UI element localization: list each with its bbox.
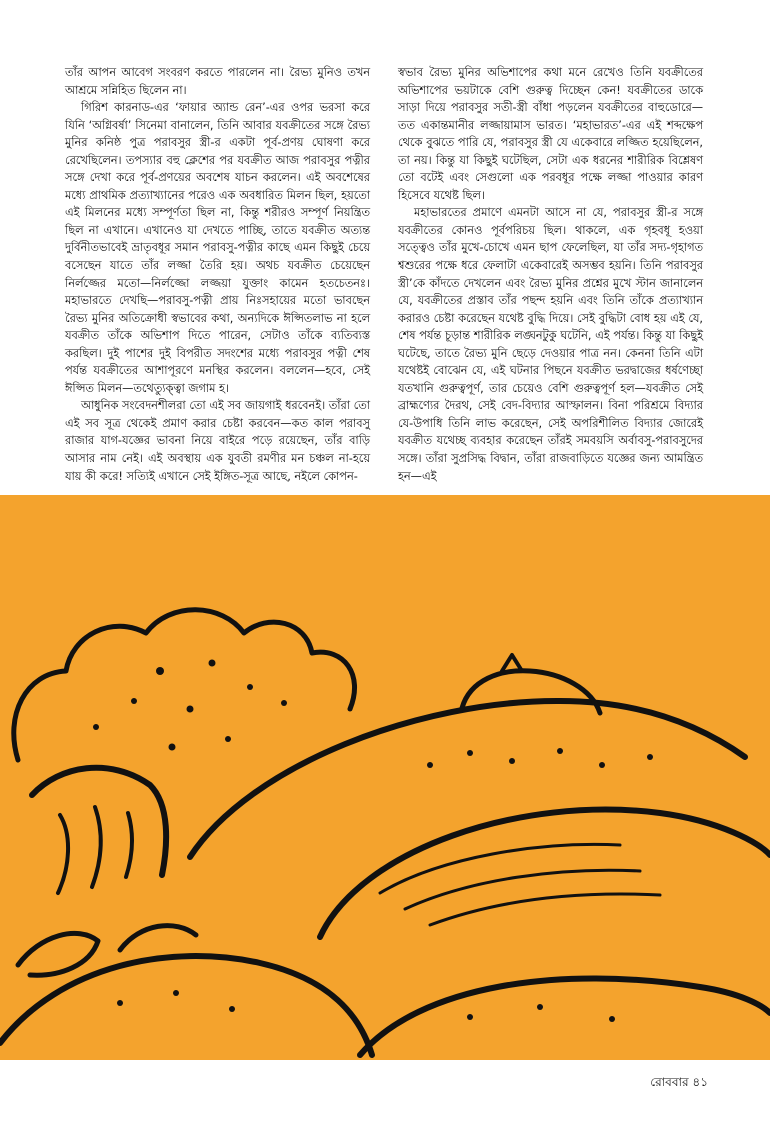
paragraph: তাঁর আপন আবেগ সংবরণ করতে পারলেন না। রৈভ্য মুনিও তখন আশ্রমে সন্নিহিত ছিলেন না।	[65, 66, 370, 97]
paragraph: গিরিশ কারনাড-এর ‘ফায়ার অ্যান্ড রেন’-এর ওপর ভরসা করে যিনি ‘অগ্নিবর্ষা’ সিনেমা বানালেন, তিনি আবার যবক্রীতের সঙ্গে রৈভ্য মুনির কনিষ্ঠ পুত্র পরাবসুর স্ত্রী-র একটা পূর্ব-প্রণয় ঘোষণা করে রেখেছিলেন। তপস্যার বহু ক্লেশের পর যবক্রীত আজ পরাবসুর পত্নীর সঙ্গে দেখা করে পূর্ব-প্রণয়ের অবশেষ যাচন করলেন। এই অবশেষের মধ্যে প্রাথমিক প্রত্যাখ্যানের পরেও এক অবধারিত মিলন ছিল, হয়তো এই মিলনের মধ্যে সম্পূর্ণতা ছিল না, কিন্তু শরীরও সম্পূর্ণ নিয়ন্ত্রিত ছিল না এখানে। এখানেও যা দেখতে পাচ্ছি, তাতে যবক্রীত অত্যন্ত দুর্বিনীতভাবেই ভ্রাতৃবধূর সমান পরাবসু-পত্নীর কাছে এমন কিছুই চেয়ে বসেছেন যাতে তাঁর লজ্জা তৈরি হয়। অথচ যবক্রীত চেয়েছেন নির্লজ্জের মতো—নির্লজ্জো লজ্জয়া যুক্তাং কামেন হতচেতনঃ। মহাভারতে দেখছি—পরাবসু-পত্নী প্রায় নিঃসহায়ের মতো ভাবছেন রৈভ্য মুনির অতিক্রোধী স্বভাবের কথা, অন্যদিকে ঈপ্সিতলাভ না হলে যবক্রীত তাঁকে অভিশাপ দিতে পারেন, সেটাও তাঁকে ব্যতিব্যস্ত করছিল। দুই পাশের দুই বিপরীত সদংশের মধ্যে পরাবসুর পত্নী শেষ পর্যন্ত যবক্রীতের আশাপূরণে মনস্থির করলেন। বললেন—হবে, সেই ঈপ্সিত মিলন—তথেত্যুক্ত্বা জগাম হ।	[65, 101, 370, 395]
magazine-name: রোববার	[650, 1075, 689, 1089]
page-number: ৪১	[692, 1075, 708, 1089]
paragraph: স্বভাব রৈভ্য মুনির অভিশাপের কথা মনে রেখেও তিনি যবক্রীতের অভিশাপের ভয়টাকে বেশি গুরুত্ব দিচ্ছেন কেন! যবক্রীতের ডাকে সাড়া দিয়ে পরাবসুর সতী-স্ত্রী বাঁধা পড়লেন যবক্রীতের বাহুডোরে—তত একান্তমানীর লজ্জায়ামাস ভারত। ‘মহাভারত’-এর এই শব্দক্ষেপ থেকে বুঝতে পারি যে, পরাবসুর স্ত্রী যে একেবারে লজ্জিত হয়েছিলেন, তা নয়। কিন্তু যা কিছুই ঘটেছিল, সেটা এক ধরনের শারীরিক বিশ্লেষণ তো বটেই এবং সেগুলো এক পরবধূর পক্ষে লজ্জা পাওয়ার কারণ হিসেবে যথেষ্ট ছিল।	[398, 66, 703, 202]
brush-illustration	[0, 495, 770, 1060]
paragraph: আধুনিক সংবেদনশীলরা তো এই সব জায়গাই ধরবেনই। তাঁরা তো এই সব সূত্র থেকেই প্রমাণ করার চেষ্টা করবেন—কত কাল পরাবসু রাজার যাগ-যজ্ঞের ভাবনা নিয়ে বাইরে পড়ে রয়েছেন, তাঁর বাড়ি আসার নাম নেই। এই অবস্থায় এক যুবতী রমণীর মন চঞ্চল না-হয়ে যায় কী করে! সত্যিই এখানে সেই ইঙ্গিত-সূত্র আছে, নইলে কোপন-	[65, 399, 370, 483]
article-column-right	[398, 64, 703, 485]
page-footer	[650, 1074, 708, 1094]
paragraph: মহাভারতের প্রমাণে এমনটা আসে না যে, পরাবসুর স্ত্রী-র সঙ্গে যবক্রীতের কোনও পূর্বপরিচয় ছিল। থাকলে, এক গৃহবধূ হওয়া সত্ত্বেও তাঁর মুখে-চোখে এমন ছাপ ফেলেছিল, যা তাঁর সদ্য-গৃহাগত শ্বশুরের পক্ষে ধরে ফেলাটা একেবারেই অসম্ভব হয়নি। তিনি পরাবসুর স্ত্রী’কে কাঁদতে দেখলেন এবং রৈভ্য মুনির প্রশ্নের মুখে স্টান জানালেন যে, যবক্রীতের প্রস্তাব তাঁর পছন্দ হয়নি এবং তিনি তাঁকে প্রত্যাখ্যান করারও চেষ্টা করেছেন যথেষ্ট বুদ্ধি দিয়ে। সেই বুদ্ধিটা বোধ হয় এই যে, শেষ পর্যন্ত চূড়ান্ত শারীরিক লঙ্ঘনটুকু ঘটেনি, এই পর্যন্ত। কিন্তু যা কিছুই ঘটেছে, তাতে রৈভ্য মুনি ছেড়ে দেওয়ার পাত্র নন। কেননা তিনি এটা যথেষ্টই বোঝেন যে, এই ঘটনার পিছনে যবক্রীত ভরদ্বাজের ধর্ষণেচ্ছা যতখানি গুরুত্বপূর্ণ, তার চেয়েও বেশি গুরুত্বপূর্ণ হল—যবক্রীত সেই ব্রাহ্মণ্যের দৈরথ, সেই বেদ-বিদ্যার আস্ফালন। বিনা পরিশ্রমে বিদ্যার যে-উপাধি তিনি লাভ করেছেন, সেই অপরিশীলিত বিদ্যার জোরেই যবক্রীত যথেচ্ছ ব্যবহার করেছেন তাঁরই সমবয়সি অর্বাবসু-পরাবসুদের সঙ্গে। তাঁরা সুপ্রসিদ্ধ বিদ্বান, তাঁরা রাজবাড়িতে যজ্ঞের জন্য আমন্ত্রিত হন—এই	[398, 206, 703, 483]
article-column-left	[65, 64, 370, 485]
illustration-background	[0, 495, 770, 1060]
